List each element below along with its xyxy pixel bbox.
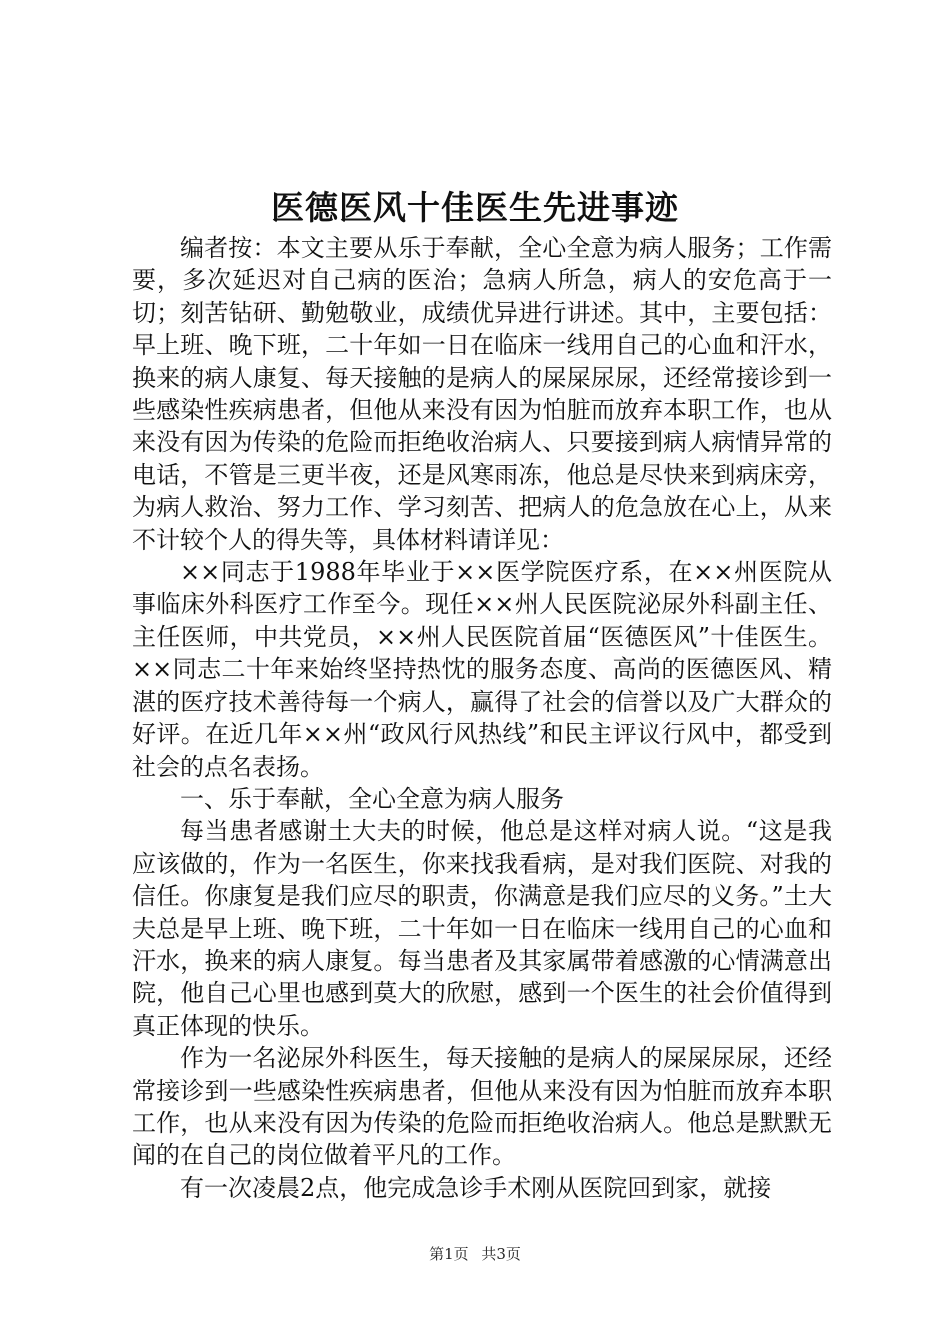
document-body [132,232,832,1204]
page-count: 共3页 [481,1245,521,1263]
paragraph-intro: ××同志于1988年毕业于××医学院医疗系，在××州医院从事临床外科医疗工作至今。现任××州人民医院泌尿外科副主任、主任医师，中共党员，××州人民医院首届“医德医风”十佳医生。××同志二十年来始终坚持热忱的服务态度、高尚的医德医风、精湛的医疗技术善待每一个病人，赢得了社会的信誉以及广大群众的好评。在近几年××州“政风行风热线”和民主评议行风中，都受到社会的点名表扬。 [132,558,832,781]
paragraph-editor-note: 编者按：本文主要从乐于奉献，全心全意为病人服务；工作需要，多次延迟对自己病的医治；急病人所急，病人的安危高于一切；刻苦钻研、勤勉敬业，成绩优异进行讲述。其中，主要包括：早上班、晚下班，二十年如一日在临床一线用自己的心血和汗水，换来的病人康复、每天接触的是病人的屎屎尿尿，还经常接诊到一些感染性疾病患者，但他从来没有因为怕脏而放弃本职工作，也从来没有因为传染的危险而拒绝收治病人、只要接到病人病情异常的电话，不管是三更半夜，还是风寒雨冻，他总是尽快来到病床旁，为病人救治、努力工作、学习刻苦、把病人的危急放在心上，从来不计较个人的得失等，具体材料请详见： [132,234,832,554]
page-number: 第1页 [429,1245,469,1263]
page-footer [0,1244,950,1264]
document-title: 医德医风十佳医生先进事迹 [271,188,679,227]
paragraph: 作为一名泌尿外科医生，每天接触的是病人的屎屎尿尿，还经常接诊到一些感染性疾病患者，但他从来没有因为怕脏而放弃本职工作，也从来没有因为传染的危险而拒绝收治病人。他总是默默无闻的在自己的岗位做着平凡的工作。 [132,1044,832,1170]
paragraph: 有一次凌晨2点，他完成急诊手术刚从医院回到家，就接 [180,1173,772,1202]
paragraph: 每当患者感谢土大夫的时候，他总是这样对病人说。“这是我应该做的，作为一名医生，你来找我看病，是对我们医院、对我的信任。你康复是我们应尽的职责，你满意是我们应尽的义务。”土大夫总是早上班、晚下班，二十年如一日在临床一线用自己的心血和汗水，换来的病人康复。每当患者及其家属带着感激的心情满意出院，他自己心里也感到莫大的欣慰，感到一个医生的社会价值得到真正体现的快乐。 [132,817,832,1040]
section-heading: 一、乐于奉献，全心全意为病人服务 [180,784,564,813]
